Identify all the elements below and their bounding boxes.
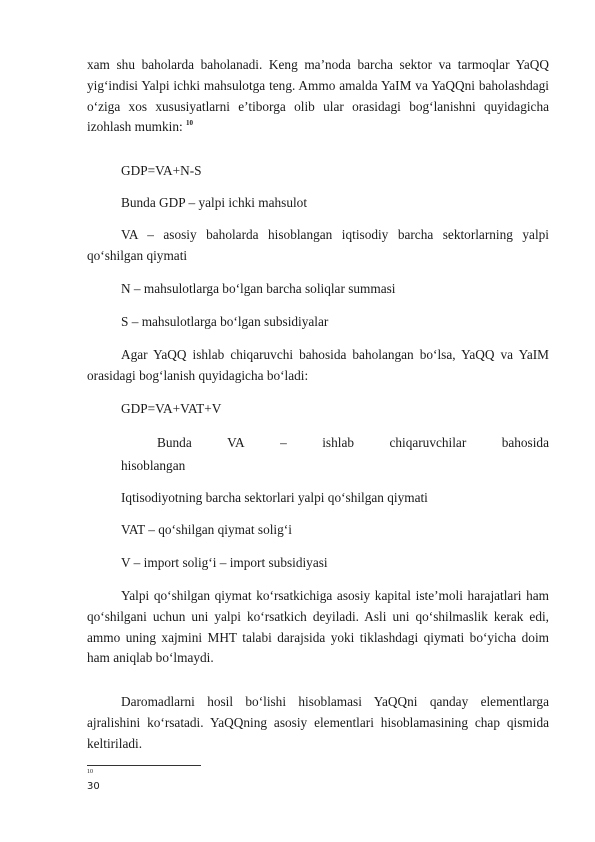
- footnote-separator: [87, 765, 201, 766]
- page-number: 30: [87, 781, 100, 792]
- formula-gdp-1: GDP=VA+N-S: [121, 163, 202, 178]
- definition-gdp: Bunda GDP – yalpi ichki mahsulot: [121, 195, 308, 210]
- definition-vat: VAT – qo‘shilgan qiymat solig‘i: [121, 522, 292, 537]
- paragraph-relation: Agar YaQQ ishlab chiqaruvchi bahosida baholangan bo‘lsa, YaQQ va YaIM orasidagi bog‘lanish quyidagicha bo‘ladi:: [87, 347, 549, 383]
- paragraph-income-account: Daromadlarni hosil bo‘lishi hisoblamasi YaQQni qanday elementlarga ajralishini ko‘rsatadi. YaQQning asosiy elementlari hisoblamasining chap qismida keltiriladi.: [87, 694, 549, 751]
- definition-va2-word: bahosida: [501, 435, 549, 450]
- footnote-ref: 10: [185, 119, 193, 128]
- footnote-number: 10: [87, 769, 93, 775]
- definition-s: S – mahsulotlarga bo‘lgan subsidiyalar: [121, 314, 329, 329]
- definition-va2-word: Bunda: [157, 435, 192, 450]
- definition-va2-word: –: [280, 435, 287, 450]
- definition-va2-word: chiqaruvchilar: [389, 435, 467, 450]
- definition-va: VA – asosiy baholarda hisoblangan iqtisodiy barcha sektorlarning yalpi qo‘shilgan qiymati: [87, 227, 549, 263]
- formula-gdp-2: GDP=VA+VAT+V: [121, 401, 222, 416]
- paragraph-intro-text: xam shu baholarda baholanadi. Keng ma’noda barcha sektor va tarmoqlar YaQQ yig‘indisi Yalpi ichki mahsulotga teng. Ammo amalda YaIM va YaQQni baholashdagi o‘ziga xos xususiyatlarni e’tiborga olib ular orasidagi bog‘lanishni quyidagicha izohlash mumkin:: [87, 57, 549, 135]
- definition-va2-wrap: hisoblangan: [121, 458, 186, 473]
- paragraph-gross-value: Yalpi qo‘shilgan qiymat ko‘rsatkichiga asosiy kapital iste’moli harajatlari ham qo‘shilgani uchun uni yalpi ko‘rsatkich deyiladi. Asli uni qo‘shilmaslik kerak edi, ammo uning xajmini MHT talabi darajsida yoki tiklashdagi qiymati bo‘yicha doim ham aniqlab bo‘lmaydi.: [87, 588, 549, 666]
- paragraph-intro: [87, 55, 549, 138]
- definition-va2-word: ishlab: [322, 435, 354, 450]
- definition-va2-line: [157, 433, 549, 454]
- definition-va2-word: VA: [227, 435, 245, 450]
- definition-va2-continued: Iqtisodiyotning barcha sektorlari yalpi qo‘shilgan qiymati: [121, 490, 428, 505]
- definition-v: V – import solig‘i – import subsidiyasi: [121, 555, 328, 570]
- definition-n: N – mahsulotlarga bo‘lgan barcha soliqlar summasi: [121, 281, 396, 296]
